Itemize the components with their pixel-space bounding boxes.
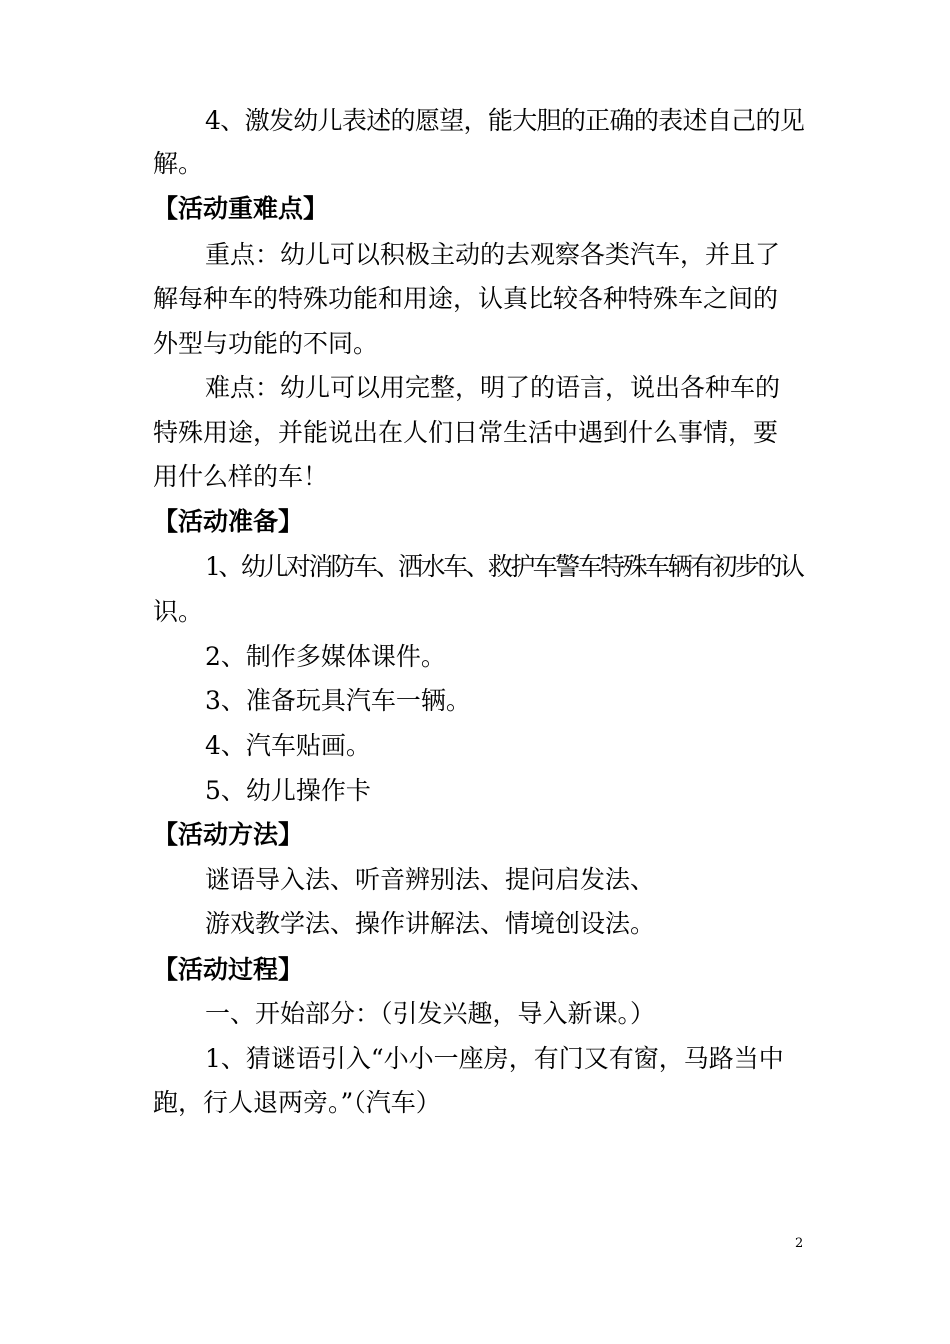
text-line: 谜语导入法、听音辨别法、提问启发法、	[205, 865, 656, 894]
text-line: 2、制作多媒体课件。	[205, 642, 446, 671]
text-line: 4、汽车贴画。	[205, 731, 371, 760]
section-heading: 【活动过程】	[153, 955, 304, 984]
text-line: 解。	[153, 149, 204, 178]
text-line: 1、猜谜语引入“小小一座房，有门又有窗，马路当中	[205, 1044, 784, 1073]
text-line: 外型与功能的不同。	[153, 329, 379, 358]
text-line: 游戏教学法、操作讲解法、情境创设法。	[205, 909, 656, 938]
text-line: 特殊用途，并能说出在人们日常生活中遇到什么事情，要	[153, 418, 779, 447]
text-line: 解每种车的特殊功能和用途，认真比较各种特殊车之间的	[153, 284, 779, 313]
text-line: 3、准备玩具汽车一辆。	[205, 686, 471, 715]
text-line: 识。	[153, 597, 204, 626]
text-line: 1、幼儿对消防车、洒水车、救护车警车特殊车辆有初步的认	[205, 552, 803, 581]
text-line: 4、激发幼儿表述的愿望，能大胆的正确的表述自己的见	[205, 106, 805, 135]
text-line: 难点：幼儿可以用完整，明了的语言，说出各种车的	[205, 373, 781, 402]
page-number: 2	[795, 1236, 804, 1251]
text-line: 跑，行人退两旁。”（汽车）	[153, 1088, 441, 1117]
text-line: 一、开始部分：（引发兴趣，导入新课。）	[205, 999, 656, 1028]
text-line: 重点：幼儿可以积极主动的去观察各类汽车，并且了	[205, 240, 781, 269]
text-line: 5、幼儿操作卡	[205, 776, 371, 805]
section-heading: 【活动重难点】	[153, 194, 329, 223]
section-heading: 【活动方法】	[153, 820, 304, 849]
text-line: 用什么样的车！	[153, 462, 329, 491]
section-heading: 【活动准备】	[153, 507, 304, 536]
